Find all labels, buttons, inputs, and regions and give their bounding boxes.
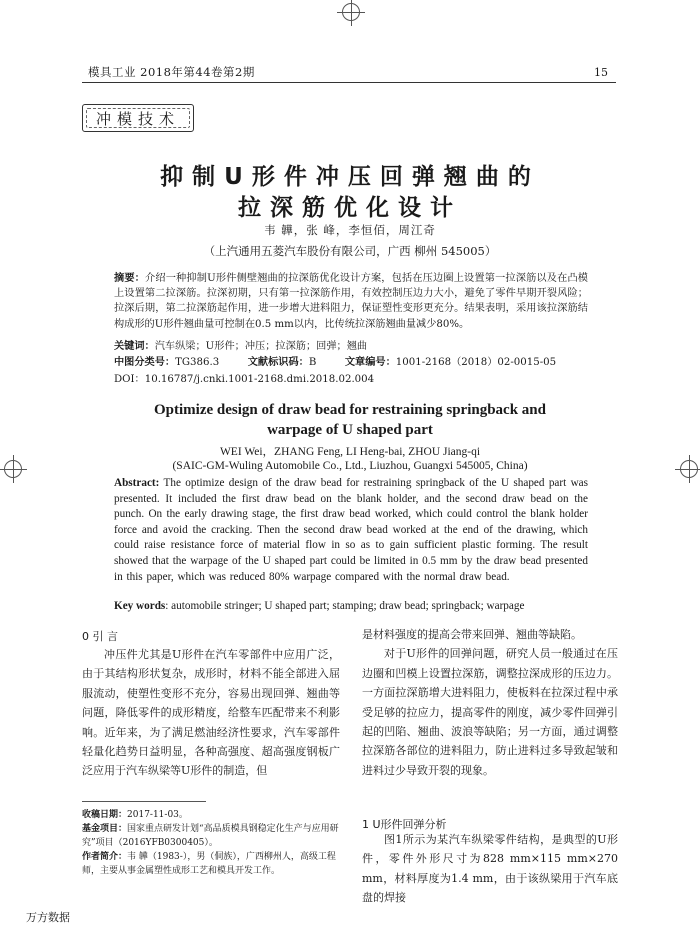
clc-value: TG386.3: [175, 357, 220, 368]
keywords-en: [114, 600, 524, 612]
section-1-paragraph-1: 图1所示为某汽车纵梁零件结构，是典型的U形件，零件外形尺寸为828 mm×115 mm×270 mm，材料厚度为1.4 mm，由于该纵梁用于汽车底盘的焊接: [362, 833, 618, 905]
doc-code-label: 文献标识码：: [247, 357, 309, 368]
abstract-cn: [114, 271, 588, 332]
page-number: 15: [594, 66, 608, 79]
right-column: [362, 625, 618, 780]
abstract-en: [114, 476, 588, 585]
section-tag: [82, 104, 194, 132]
abstract-cn-label: 摘要：: [114, 273, 146, 284]
affiliation-cn: （上汽通用五菱汽车股份有限公司，广西 柳州 545005）: [203, 244, 497, 258]
section-1-heading: 1 U形件回弹分析: [362, 818, 447, 831]
section-tag-label: 冲模技术: [95, 109, 180, 128]
right-paragraph-2: 对于U形件的回弹问题，研究人员一般通过在压边圈和凹模上设置拉深筋，调整拉深成形的压边力。一方面拉深筋增大进料阻力，使板料在拉深过程中承受足够的拉应力，提高零件的刚度，减少零件回弹引起的凹陷、翘曲、波浪等缺陷；另一方面，通过调整拉深筋各部位的进料阻力，防止进料过多导致起皱和进料过少导致开裂的现象。: [362, 647, 618, 777]
footnote-rule: [82, 801, 206, 802]
left-column: [82, 645, 340, 781]
doc-code-value: B: [308, 357, 317, 368]
footnote-author: [82, 850, 340, 878]
keywords-cn-text: 汽车纵梁；U形件；冲压；拉深筋；回弹；翘曲: [154, 341, 368, 352]
keywords-cn-label: 关键词：: [114, 341, 155, 352]
doi: DOI：10.16787/j.cnki.1001-2168.dmi.2018.02.004: [114, 374, 375, 385]
author-bio-label: 作者简介：: [82, 852, 128, 862]
authors-cn: 韦 韡，张 峰，李恒佰，周江奇: [264, 223, 436, 237]
received-value: 2017-11-03。: [127, 810, 188, 820]
fund-label: 基金项目：: [82, 824, 128, 834]
keywords-en-label: Key words: [114, 600, 166, 612]
journal-header: 模具工业 2018年第44卷第2期: [88, 65, 255, 79]
author-bio-value: 韦 韡（1983-），男（侗族），广西柳州人，高级工程师，主要从事金属塑性成形工艺和模具开发工作。: [82, 852, 336, 876]
footer-watermark: 万方数据: [26, 911, 70, 924]
section-1-body: [362, 830, 618, 908]
footnote-fund: [82, 822, 340, 850]
header-rule: [82, 82, 616, 83]
received-label: 收稿日期：: [82, 810, 128, 820]
footnote-received: [82, 808, 340, 822]
title-cn-line1: 抑制U形件冲压回弹翘曲的: [160, 164, 540, 190]
abstract-en-text: The optimize design of the draw bead for restraining springback of the U shaped part was presented. It included the first draw bead on the blank holder, and the second draw bead on the punch. On the early drawing stage, the first draw bead worked, which could control the blank holder force and avoid the cracking. Then the second draw bead worked at the end of the drawing, which could raise resistance force of material flow in so as to gain sufficient plastic forming. The result showed that the warpage of the U shaped part could be limited in 0.5 mm by the draw bead presented in this paper, which was reduced 80% warpage compared with the normal draw bead.: [114, 477, 588, 583]
abstract-en-label: Abstract:: [114, 477, 160, 489]
article-number-value: 1001-2168（2018）02-0015-05: [395, 357, 557, 368]
footnotes: [82, 808, 340, 878]
title-en-line1: Optimize design of draw bead for restraining springback and: [154, 402, 546, 418]
fund-value: 国家重点研发计划“高品质模具钢稳定化生产与应用研究”项目（2016YFB0300405）。: [82, 824, 339, 848]
keywords-en-text: : automobile stringer; U shaped part; stamping; draw bead; springback; warpage: [165, 600, 525, 612]
right-column-continuation: 是材料强度的提高会带来回弹、翘曲等缺陷。: [362, 628, 582, 641]
affiliation-en: (SAIC-GM-Wuling Automobile Co., Ltd., Liuzhou, Guangxi 545005, China): [172, 460, 528, 472]
abstract-cn-text: 介绍一种抑制U形件侧壁翘曲的拉深筋优化设计方案，包括在压边圈上设置第一拉深筋以及在凸模上设置第二拉深筋。拉深初期，只有第一拉深筋作用，有效控制压边力大小，避免了零件早期开裂风险；拉深后期，第二拉深筋起作用，进一步增大进料阻力，保证塑性变形更充分。结果表明，采用该拉深筋结构成形的U形件翘曲量可控制在0.5 mm以内，比传统拉深筋翘曲量减少80%。: [114, 273, 588, 330]
section-0-heading: 0 引 言: [82, 630, 118, 643]
keywords-cn: [114, 337, 367, 352]
title-cn-line2: 拉深筋优化设计: [238, 195, 462, 221]
registration-mark-top: [342, 3, 360, 21]
authors-en: WEI Wei，ZHANG Feng, LI Heng-bai, ZHOU Jiang-qi: [219, 446, 481, 458]
classification-line: [114, 353, 556, 368]
title-en-line2: warpage of U shaped part: [267, 422, 433, 438]
article-number-label: 文章编号：: [344, 357, 396, 368]
clc-label: 中图分类号：: [114, 357, 176, 368]
section-0-paragraph-1: 冲压件尤其是U形件在汽车零部件中应用广泛，由于其结构形状复杂，成形时，材料不能全部进入屈服流动，使塑性变形不充分，容易出现回弹、翘曲等问题，降低零件的成形精度，给整车匹配带来不利影响。近年来，为了满足燃油经济性要求，汽车零部件轻量化趋势日益明显，各种高强度、超高强度钢板广泛应用于汽车纵梁等U形件的制造，但: [82, 648, 340, 778]
